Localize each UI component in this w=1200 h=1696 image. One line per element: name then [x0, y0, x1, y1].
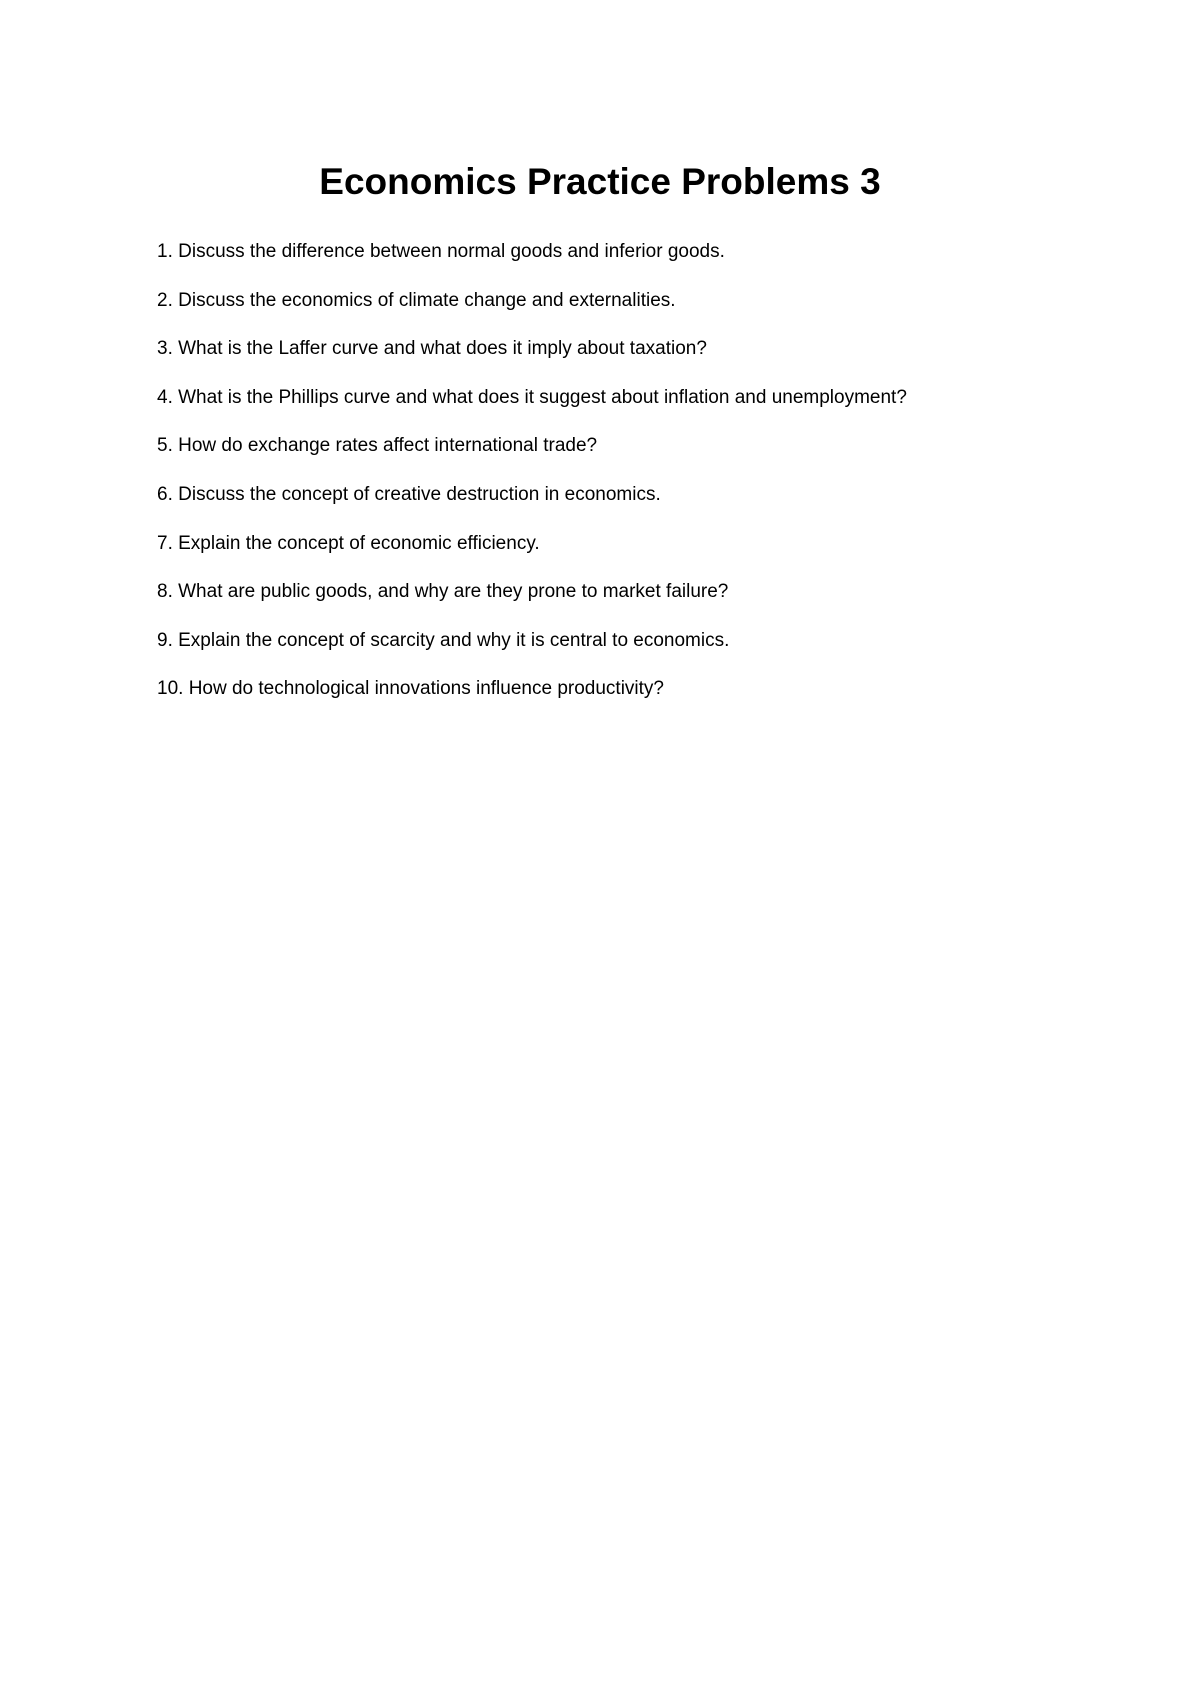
question-item-2: 2. Discuss the economics of climate change and externalities.: [157, 289, 676, 311]
question-item-9: 9. Explain the concept of scarcity and why it is central to economics.: [157, 629, 730, 651]
question-list: [157, 238, 1137, 724]
page-title: Economics Practice Problems 3: [319, 161, 881, 202]
question-item-10: 10. How do technological innovations influence productivity?: [157, 678, 664, 700]
question-item-5: 5. How do exchange rates affect international trade?: [157, 435, 598, 457]
question-item-8: 8. What are public goods, and why are they prone to market failure?: [157, 581, 729, 603]
question-item-4: 4. What is the Phillips curve and what does it suggest about inflation and unemployment?: [157, 386, 907, 408]
question-item-1: 1. Discuss the difference between normal goods and inferior goods.: [157, 241, 725, 262]
question-item-6: 6. Discuss the concept of creative destruction in economics.: [157, 483, 661, 505]
question-item-7: 7. Explain the concept of economic efficiency.: [157, 532, 540, 554]
question-item-3: 3. What is the Laffer curve and what does it imply about taxation?: [157, 338, 707, 360]
